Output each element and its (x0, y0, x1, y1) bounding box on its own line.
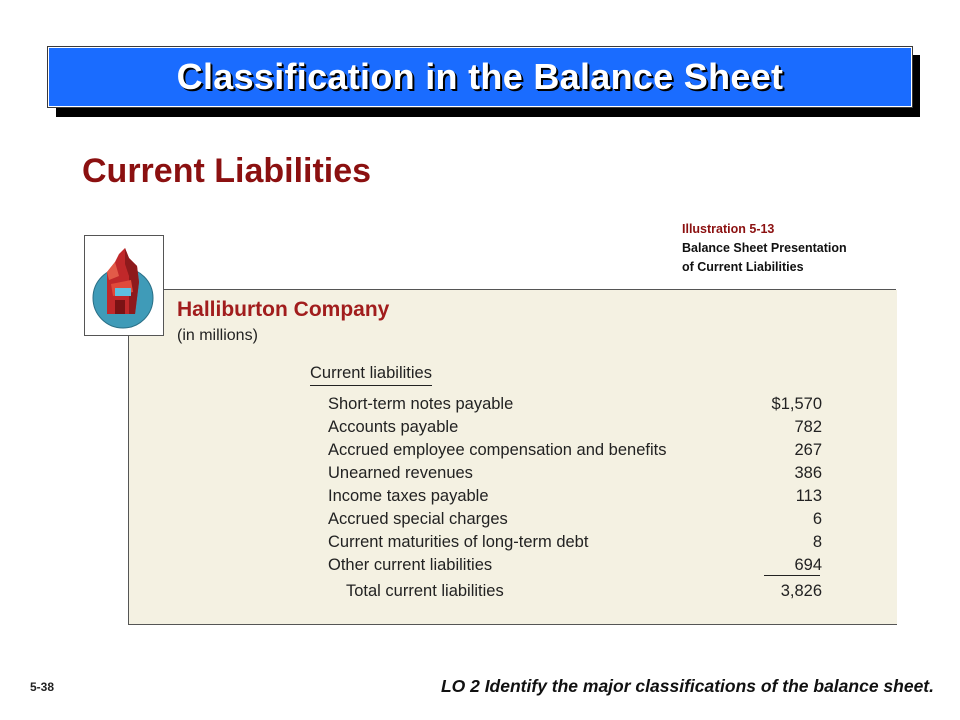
company-name: Halliburton Company (177, 298, 390, 321)
liability-row (328, 416, 822, 439)
illustration-caption-line1: Balance Sheet Presentation (682, 241, 847, 255)
liability-amount: $1,570 (771, 395, 822, 413)
liability-row (328, 439, 822, 462)
liability-label: Short-term notes payable (328, 395, 514, 413)
liability-row (328, 531, 822, 554)
total-amount: 3,826 (780, 582, 822, 600)
liability-label: Current maturities of long-term debt (328, 533, 589, 551)
statement-units: (in millions) (177, 327, 258, 344)
current-liabilities-header: Current liabilities (310, 364, 432, 386)
liability-label: Unearned revenues (328, 464, 473, 482)
liability-row (328, 462, 822, 485)
slide-number: 5-38 (30, 680, 55, 694)
learning-objective: LO 2 Identify the major classifications of the balance sheet. (440, 676, 934, 696)
liability-amount: 113 (795, 487, 822, 505)
liability-amount: 8 (812, 533, 822, 551)
title-bar (48, 47, 912, 107)
liability-label: Income taxes payable (328, 487, 489, 505)
liability-label: Accrued employee compensation and benefits (328, 441, 667, 459)
liability-row (328, 508, 822, 531)
illustration-caption-line2: of Current Liabilities (682, 260, 804, 274)
panel-top-rule (164, 289, 896, 290)
liability-amount: 782 (794, 418, 822, 436)
total-label: Total current liabilities (346, 582, 504, 600)
liability-amount: 386 (794, 464, 822, 482)
liability-amount: 267 (794, 441, 822, 459)
company-logo-icon (84, 235, 164, 336)
total-underline (764, 575, 820, 576)
liability-amount: 694 (794, 556, 822, 574)
liability-row (328, 393, 822, 416)
section-heading: Current Liabilities (82, 152, 372, 190)
liability-label: Accrued special charges (328, 510, 508, 528)
liability-rows (328, 393, 822, 577)
liability-label: Accounts payable (328, 418, 459, 436)
liability-row (328, 485, 822, 508)
illustration-caption (682, 220, 847, 277)
liability-amount: 6 (812, 510, 822, 528)
liability-label: Other current liabilities (328, 556, 493, 574)
illustration-number: Illustration 5-13 (682, 222, 775, 236)
total-row (346, 580, 822, 603)
liability-row (328, 554, 822, 577)
slide-title: Classification in the Balance Sheet (176, 56, 784, 97)
